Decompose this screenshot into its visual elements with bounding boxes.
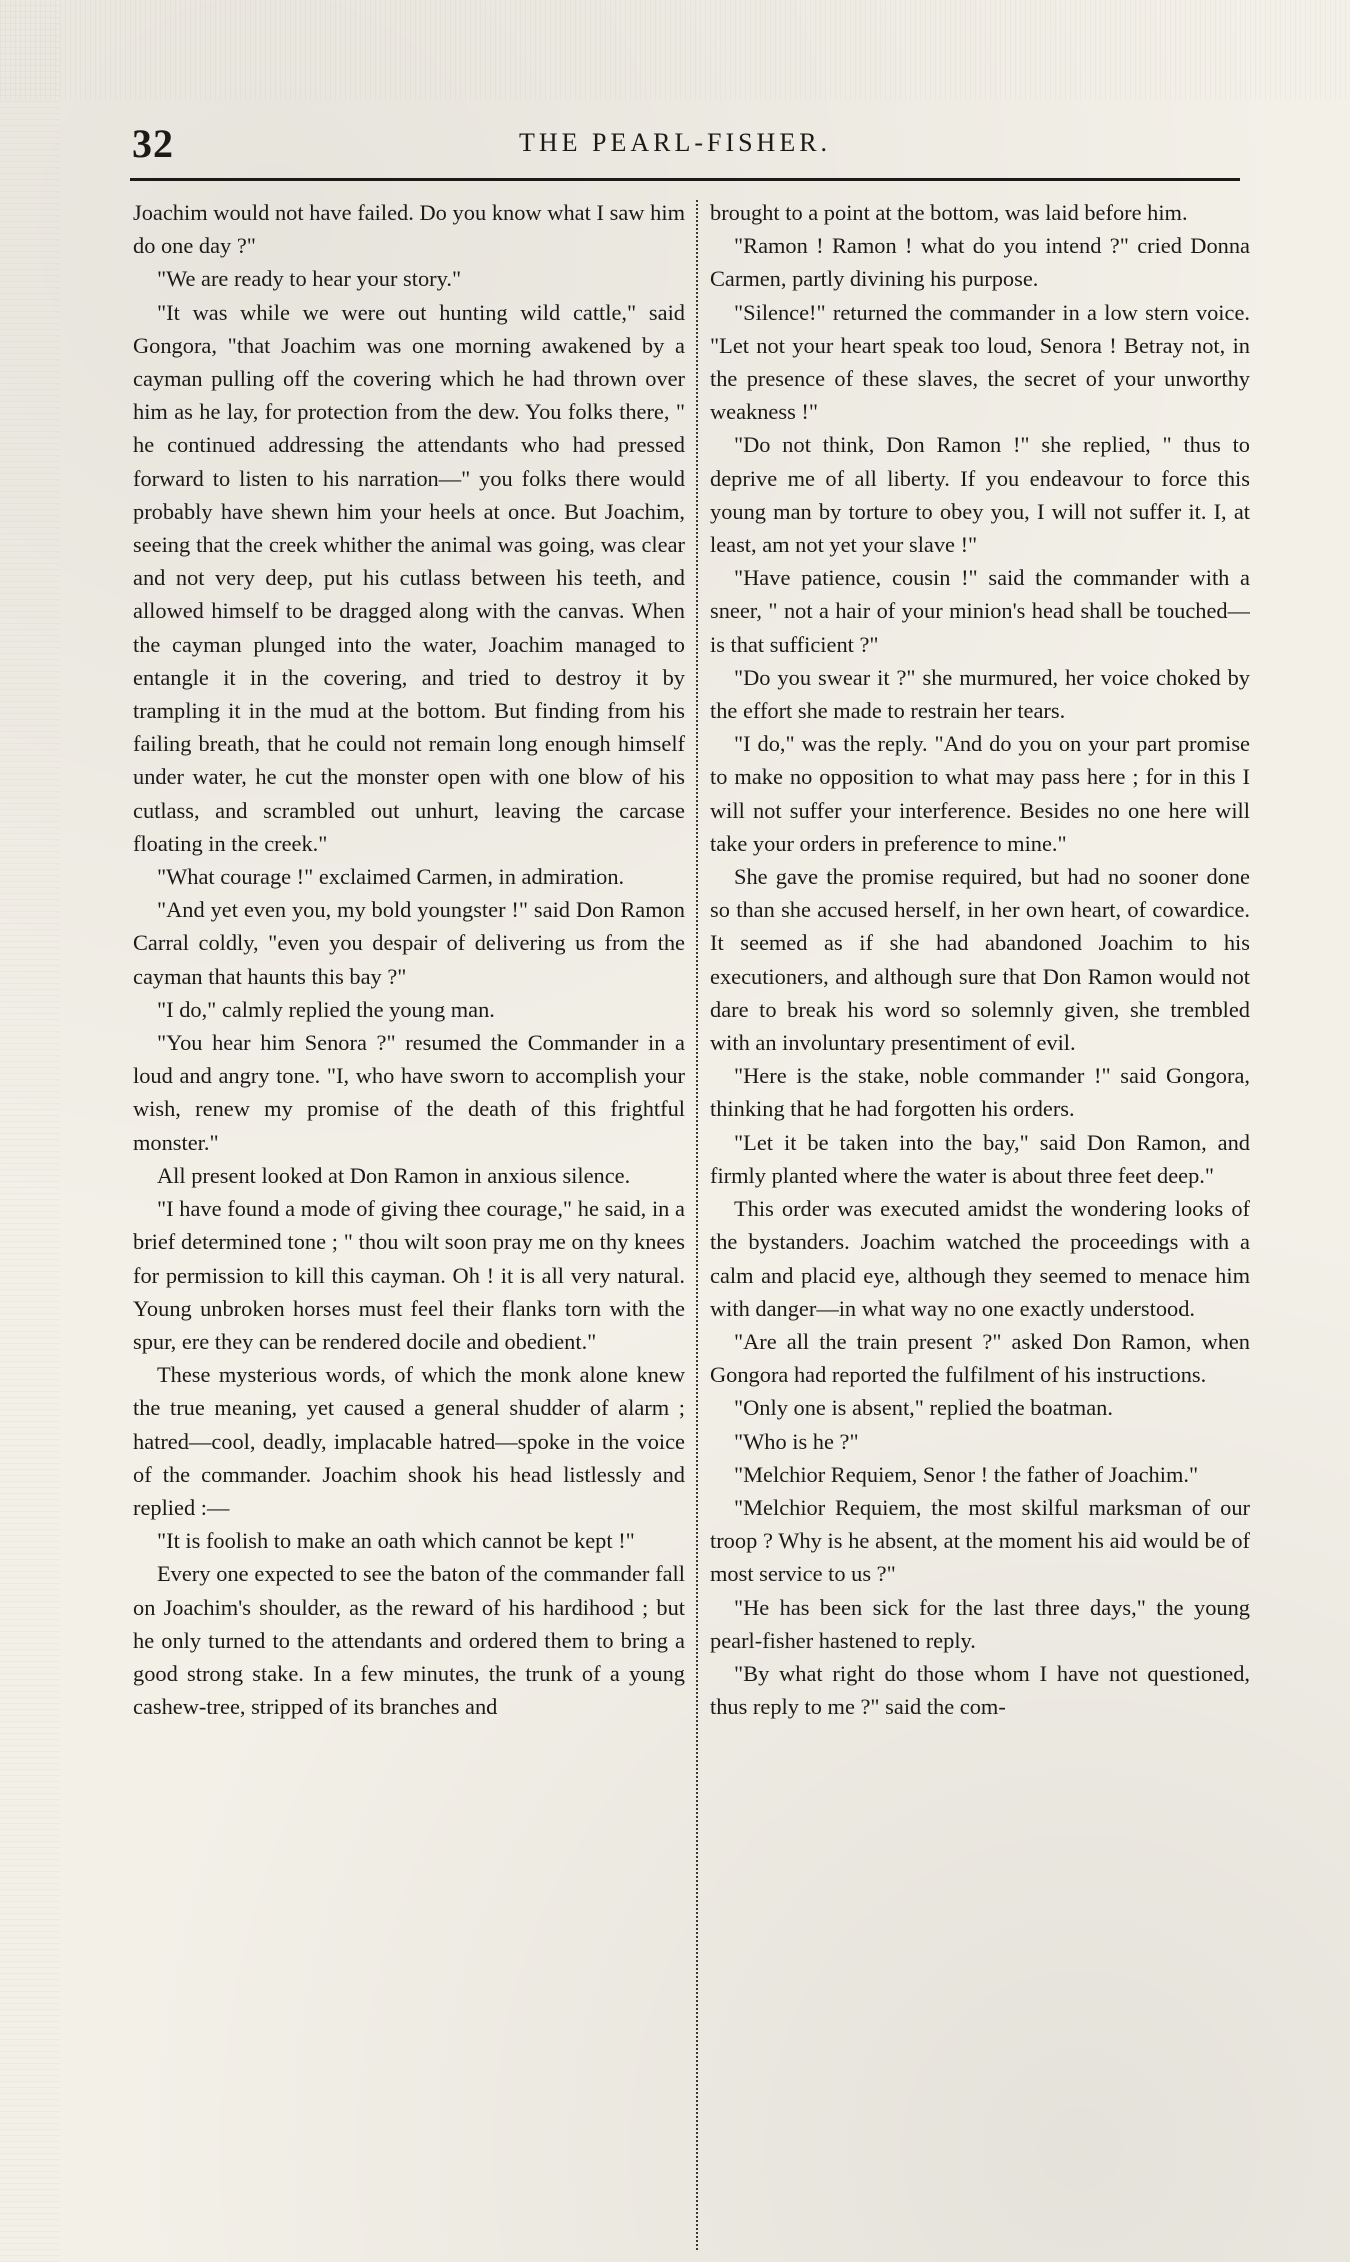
paragraph: brought to a point at the bottom, was laid before him.	[710, 200, 1188, 225]
paragraph: "Who is he ?"	[734, 1428, 859, 1454]
paragraph: "Are all the train present ?" asked Don Ramon, when Gongora had reported the fulfilment of his instructions.	[710, 1328, 1250, 1388]
page-number: 32	[132, 121, 174, 166]
paragraph: All present looked at Don Ramon in anxious silence.	[157, 1162, 631, 1188]
paragraph: Every one expected to see the baton of the commander fall on Joachim's shoulder, as the reward of his hardihood ; but he only turned to the attendants and ordered them to bring a good strong stake. In a few minutes, the trunk of a young cashew-tree, stripped of its branches and	[133, 1561, 685, 1720]
paragraph: "He has been sick for the last three days," the young pearl-fisher hastened to reply.	[710, 1594, 1250, 1653]
paragraph: "You hear him Senora ?" resumed the Commander in a loud and angry tone. "I, who have sworn to accomplish your wish, renew my promise of the death of this frightful monster."	[133, 1030, 685, 1155]
paragraph: "Do you swear it ?" she murmured, her voice choked by the effort she made to restrain her tears.	[710, 664, 1250, 724]
paragraph: She gave the promise required, but had no sooner done so than she accused herself, in her own heart, of cowardice. It seemed as if she had abandoned Joachim to his executioners, and although sure that Don Ramon would not dare to break his word so solemnly given, she trembled with an involuntary presentiment of evil.	[710, 864, 1250, 1056]
paragraph: "By what right do those whom I have not questioned, thus reply to me ?" said the com-	[710, 1660, 1250, 1720]
paragraph: "And yet even you, my bold youngster !" said Don Ramon Carral coldly, "even you despair of delivering us from the cayman that haunts this bay ?"	[133, 897, 685, 989]
paragraph: "Here is the stake, noble commander !" said Gongora, thinking that he had forgotten his orders.	[710, 1063, 1250, 1122]
running-title: THE PEARL-FISHER.	[518, 128, 832, 157]
paragraph: "I do," calmly replied the young man.	[157, 996, 495, 1022]
paragraph: "Let it be taken into the bay," said Don Ramon, and firmly planted where the water is about three feet deep."	[710, 1129, 1250, 1188]
paragraph: "Have patience, cousin !" said the commander with a sneer, " not a hair of your minion's head shall be touched—is that sufficient ?"	[710, 565, 1250, 657]
paragraph: "Silence!" returned the commander in a low stern voice. "Let not your heart speak too loud, Senora ! Betray not, in the presence of these slaves, the secret of your unworthy weakness !"	[710, 299, 1250, 425]
paragraph: "Melchior Requiem, the most skilful marksman of our troop ? Why is he absent, at the moment his aid would be of most service to us ?"	[710, 1494, 1250, 1587]
right-column	[710, 196, 1250, 2236]
paragraph: "It was while we were out hunting wild cattle," said Gongora, "that Joachim was one morning awakened by a cayman pulling off the covering which he had thrown over him as he lay, for protection from the dew. You folks there, " he continued addressing the attendants who had pressed forward to listen to his narration—" you folks there would probably have shewn him your heels at once. But Joachim, seeing that the creek whither the animal was going, was clear and not very deep, put his cutlass between his teeth, and allowed himself to be dragged along with the canvas. When the cayman plunged into the water, Joachim managed to entangle it in the covering, and tried to destroy it by trampling it in the mud at the bottom. But finding from his failing breath, that he could not remain long enough himself under water, he cut the monster open with one blow of his cutlass, and scrambled out unhurt, leaving the carcase floating in the creek."	[133, 299, 685, 856]
paragraph: "Do not think, Don Ramon !" she replied, " thus to deprive me of all liberty. If you endeavour to force this young man by torture to obey you, I will not suffer it. I, at least, am not yet your slave !"	[710, 432, 1250, 558]
paragraph: "I have found a mode of giving thee courage," he said, in a brief determined tone ; " thou wilt soon pray me on thy knees for permission to kill this cayman. Oh ! it is all very natural. Young unbroken horses must feel their flanks torn with the spur, ere they can be rendered docile and obedient."	[133, 1196, 685, 1354]
paragraph: "Only one is absent," replied the boatman.	[734, 1395, 1113, 1421]
paragraph: Joachim would not have failed. Do you know what I saw him do one day ?"	[133, 200, 685, 259]
paragraph: "What courage !" exclaimed Carmen, in admiration.	[157, 864, 625, 890]
paragraph: "Melchior Requiem, Senor ! the father of Joachim."	[734, 1461, 1199, 1487]
paragraph: "I do," was the reply. "And do you on your part promise to make no opposition to what may pass here ; for in this I will not suffer your interference. Besides no one here will take your orders in preference to mine."	[710, 731, 1250, 856]
column-divider	[696, 200, 698, 2250]
paragraph: "It is foolish to make an oath which cannot be kept !"	[157, 1528, 635, 1554]
header-rule	[130, 178, 1240, 181]
scan-noise-left	[0, 0, 60, 2262]
paragraph: This order was executed amidst the wondering looks of the bystanders. Joachim watched the proceedings with a calm and placid eye, although they seemed to menace him with danger—in what way no one exactly understood.	[710, 1196, 1250, 1321]
scan-noise-top	[0, 0, 1350, 100]
paragraph: "Ramon ! Ramon ! what do you intend ?" cried Donna Carmen, partly divining his purpose.	[710, 233, 1250, 292]
left-column	[133, 196, 685, 2236]
paragraph: These mysterious words, of which the monk alone knew the true meaning, yet caused a general shudder of alarm ; hatred—cool, deadly, implacable hatred—spoke in the voice of the commander. Joachim shook his head listlessly and replied :—	[133, 1362, 685, 1520]
paragraph: "We are ready to hear your story."	[157, 266, 462, 292]
